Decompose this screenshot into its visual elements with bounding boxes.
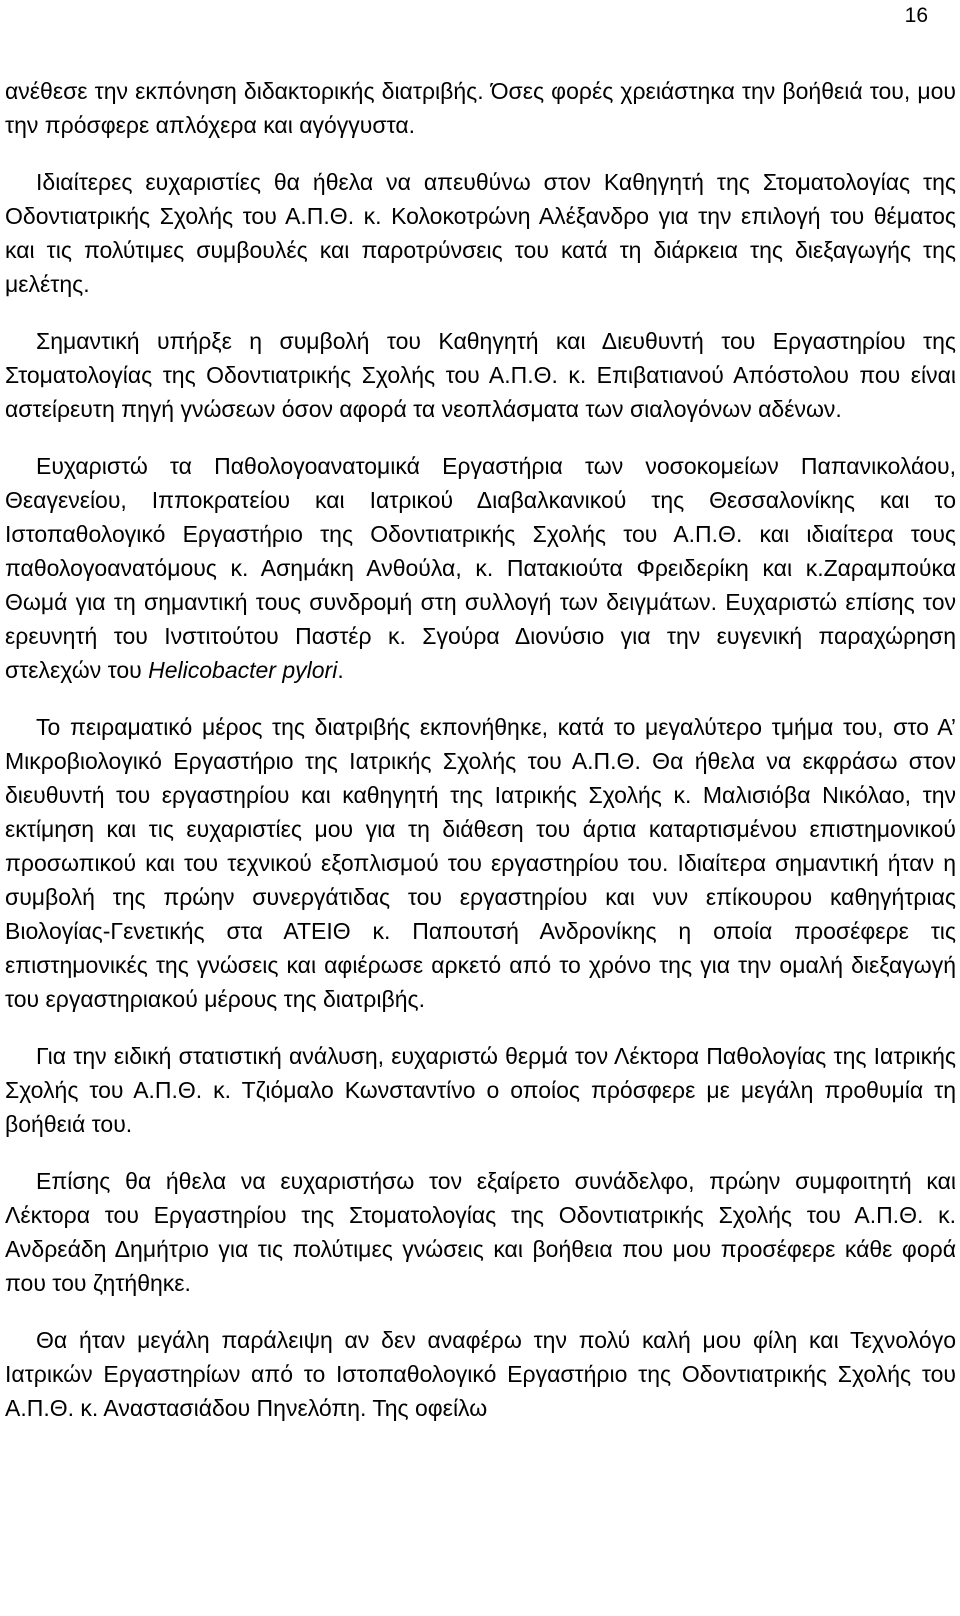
paragraph-4-end: . bbox=[337, 657, 344, 683]
document-body bbox=[5, 74, 956, 1425]
paragraph-2: Ιδιαίτερες ευχαριστίες θα ήθελα να απευθύνω στον Καθηγητή της Στοματολογίας της Οδοντιατρικής Σχολής του Α.Π.Θ. κ. Κολοκοτρώνη Αλέξανδρο για την επιλογή του θέματος και τις πολύτιμες συμβουλές και παροτρύνσεις του κατά τη διάρκεια της διεξαγωγής της μελέτης. bbox=[5, 169, 956, 297]
paragraph-5: Το πειραματικό μέρος της διατριβής εκπονήθηκε, κατά το μεγαλύτερο τμήμα του, στο Α’ Μικροβιολογικό Εργαστήριο της Ιατρικής Σχολής του Α.Π.Θ. Θα ήθελα να εκφράσω στον διευθυντή του εργαστηρίου και καθηγητή της Ιατρικής Σχολής κ. Μαλισιόβα Νικόλαο, την εκτίμηση και τις ευχαριστίες μου για τη διάθεση του άρτια καταρτισμένου επιστημονικού προσωπικού και του τεχνικού εξοπλισμού του εργαστηρίου του. Ιδιαίτερα σημαντική ήταν η συμβολή της πρώην συνεργάτιδας του εργαστηρίου και νυν επίκουρου καθηγήτριας Βιολογίας-Γενετικής στα ΑΤΕΙΘ κ. Παπουτσή Ανδρονίκης η οποία προσέφερε τις επιστημονικές της γνώσεις και αφιέρωσε αρκετό από το χρόνο της για την ομαλή διεξαγωγή του εργαστηριακού μέρους της διατριβής. bbox=[5, 714, 956, 1012]
paragraph-1: ανέθεσε την εκπόνηση διδακτορικής διατριβής. Όσες φορές χρειάστηκα την βοήθειά του, μου την πρόσφερε απλόχερα και αγόγγυστα. bbox=[5, 78, 956, 138]
page-number: 16 bbox=[904, 4, 928, 27]
paragraph-4 bbox=[5, 449, 956, 687]
species-name: Helicobacter pylori bbox=[148, 657, 338, 683]
paragraph-4-text: Ευχαριστώ τα Παθολογοανατομικά Εργαστήρια των νοσοκομείων Παπανικολάου, Θεαγενείου, Ιπποκρατείου και Ιατρικού Διαβαλκανικού της Θεσσαλονίκης και το Ιστοπαθολογικό Εργαστήριο της Οδοντιατρικής Σχολής του Α.Π.Θ. και ιδιαίτερα τους παθολογοανατόμους κ. Ασημάκη Ανθούλα, κ. Πατακιούτα Φρειδερίκη και κ.Ζαραμπούκα Θωμά για τη σημαντική τους συνδρομή στη συλλογή των δειγμάτων. Ευχαριστώ επίσης τον ερευνητή του Ινστιτούτου Παστέρ κ. Σγούρα Διονύσιο για την ευγενική παραχώρηση στελεχών του bbox=[5, 453, 956, 683]
paragraph-3: Σημαντική υπήρξε η συμβολή του Καθηγητή και Διευθυντή του Εργαστηρίου της Στοματολογίας της Οδοντιατρικής Σχολής του Α.Π.Θ. κ. Επιβατιανού Απόστολου που είναι αστείρευτη πηγή γνώσεων όσον αφορά τα νεοπλάσματα των σιαλογόνων αδένων. bbox=[5, 328, 956, 422]
paragraph-6: Για την ειδική στατιστική ανάλυση, ευχαριστώ θερμά τον Λέκτορα Παθολογίας της Ιατρικής Σχολής του Α.Π.Θ. κ. Τζιόμαλο Κωνσταντίνο ο οποίος πρόσφερε με μεγάλη προθυμία τη βοήθειά του. bbox=[5, 1043, 956, 1137]
paragraph-8: Θα ήταν μεγάλη παράλειψη αν δεν αναφέρω την πολύ καλή μου φίλη και Τεχνολόγο Ιατρικών Εργαστηρίων από το Ιστοπαθολογικό Εργαστήριο της Οδοντιατρικής Σχολής του Α.Π.Θ. κ. Αναστασιάδου Πηνελόπη. Της οφείλω bbox=[5, 1327, 956, 1421]
paragraph-7: Επίσης θα ήθελα να ευχαριστήσω τον εξαίρετο συνάδελφο, πρώην συμφοιτητή και Λέκτορα του Εργαστηρίου της Στοματολογίας της Οδοντιατρικής Σχολής του Α.Π.Θ. κ. Ανδρεάδη Δημήτριο για τις πολύτιμες γνώσεις και βοήθεια που μου προσέφερε κάθε φορά που του ζητήθηκε. bbox=[5, 1168, 956, 1296]
